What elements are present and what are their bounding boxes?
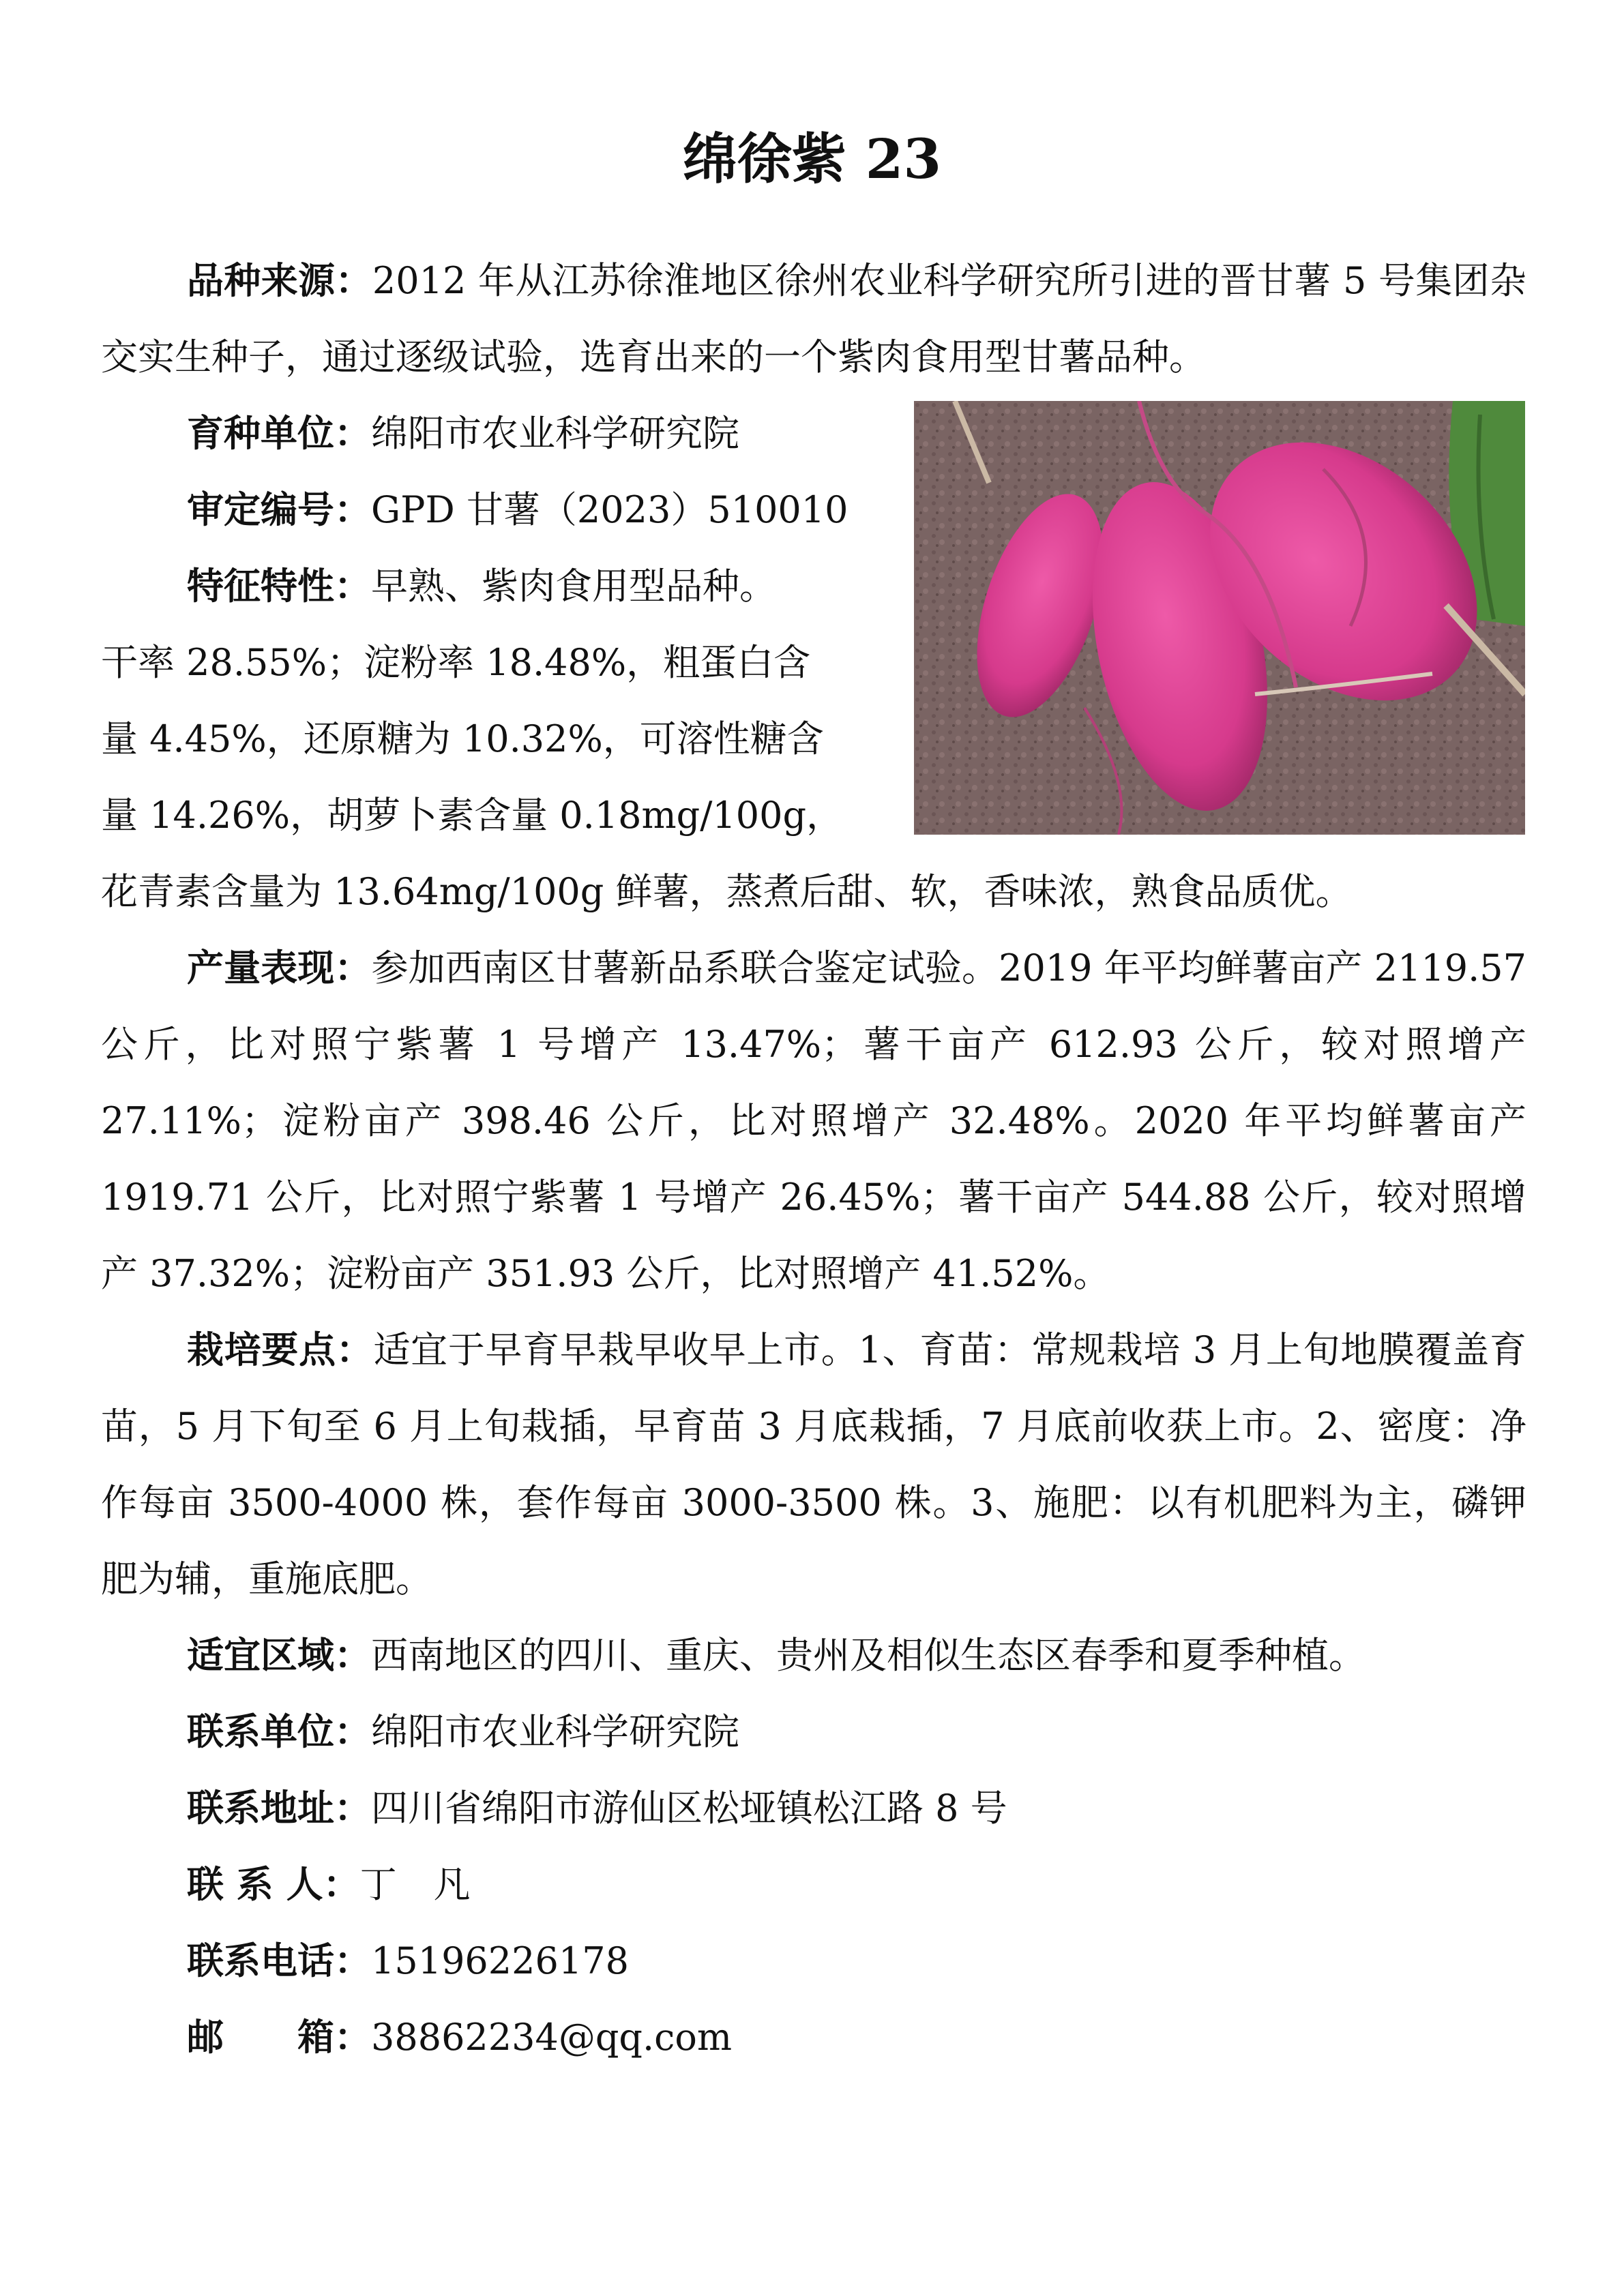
contact-phone-text: 15196226178 (371, 1939, 629, 1982)
contact-person-label: 联 系 人： (187, 1863, 360, 1906)
source-text: 2012 年从江苏徐淮地区徐州农业科学研究所引进的晋甘薯 5 号集团杂交实生种子，通过逐级试验，选育出来的一个紫肉食用型甘薯品种。 (101, 259, 1526, 378)
cultivation-text: 适宜于早育早栽早收早上市。1、育苗：常规栽培 3 月上旬地膜覆盖育苗，5 月下旬至 6 月上旬栽插，早育苗 3 月底栽插，7 月底前收获上市。2、密度：净作每亩 3500-4000 株，套作每亩 3000-3500 株。3、施肥：以有机肥料为主，磷钾肥为辅，重施底肥。 (101, 1328, 1526, 1600)
traits-line-2: 干率 28.55%；淀粉率 18.48%，粗蛋白含 (101, 641, 811, 684)
traits-paragraph (101, 548, 879, 854)
traits-line-4: 量 14.26%，胡萝卜素含量 0.18mg/100g， (101, 794, 844, 837)
approval-paragraph (101, 472, 879, 548)
contact-address-label: 联系地址： (187, 1787, 371, 1830)
traits-line-1: 早熟、紫肉食用型品种。 (371, 565, 776, 608)
contact-phone-label: 联系电话： (187, 1939, 371, 1982)
traits-label: 特征特性： (187, 565, 371, 608)
region-text: 西南地区的四川、重庆、贵州及相似生态区春季和夏季种植。 (371, 1634, 1365, 1677)
contact-address-text: 四川省绵阳市游仙区松垭镇松江路 8 号 (371, 1787, 1007, 1830)
source-label: 品种来源： (187, 259, 372, 302)
cultivation-label: 栽培要点： (187, 1328, 374, 1371)
approval-text: GPD 甘薯（2023）510010 (371, 488, 848, 531)
traits-line-3: 量 4.45%，还原糖为 10.32%，可溶性糖含 (101, 717, 824, 760)
yield-paragraph (101, 930, 1526, 1312)
contact-phone-row (101, 1923, 1526, 1999)
breeder-label: 育种单位： (187, 412, 371, 455)
cultivation-paragraph (101, 1312, 1526, 1617)
contact-email-text: 38862234@qq.com (371, 2016, 733, 2059)
region-paragraph (101, 1617, 1526, 1694)
source-paragraph (101, 243, 1526, 396)
contact-unit-row (101, 1694, 1526, 1770)
contact-person-text: 丁 凡 (359, 1863, 471, 1906)
yield-text: 参加西南区甘薯新品系联合鉴定试验。2019 年平均鲜薯亩产 2119.57 公斤，比对照宁紫薯 1 号增产 13.47%；薯干亩产 612.93 公斤，较对照增产 27.11%；淀粉亩产 398.46 公斤，比对照增产 32.48%。2020 年平均鲜薯亩产 1919.71 公斤，比对照宁紫薯 1 号增产 26.45%；薯干亩产 544.88 公斤，较对照增产 37.32%；淀粉亩产 351.93 公斤，比对照增产 41.52%。 (101, 946, 1527, 1295)
breeder-paragraph (101, 396, 879, 472)
yield-label: 产量表现： (187, 946, 372, 989)
approval-label: 审定编号： (187, 488, 371, 531)
region-label: 适宜区域： (187, 1634, 371, 1677)
contact-email-label: 邮 箱： (187, 2016, 371, 2059)
breeder-text: 绵阳市农业科学研究院 (371, 412, 739, 455)
contact-email-row (101, 1999, 1526, 2076)
contact-unit-text: 绵阳市农业科学研究院 (371, 1710, 739, 1753)
contact-address-row (101, 1770, 1526, 1847)
traits-line-5: 花青素含量为 13.64mg/100g 鲜薯，蒸煮后甜、软，香味浓，熟食品质优。 (101, 870, 1353, 913)
contact-unit-label: 联系单位： (187, 1710, 371, 1753)
sweet-potato-photo (914, 401, 1525, 835)
contact-person-row (101, 1847, 1526, 1923)
page-title: 绵徐紫 23 (682, 127, 942, 191)
